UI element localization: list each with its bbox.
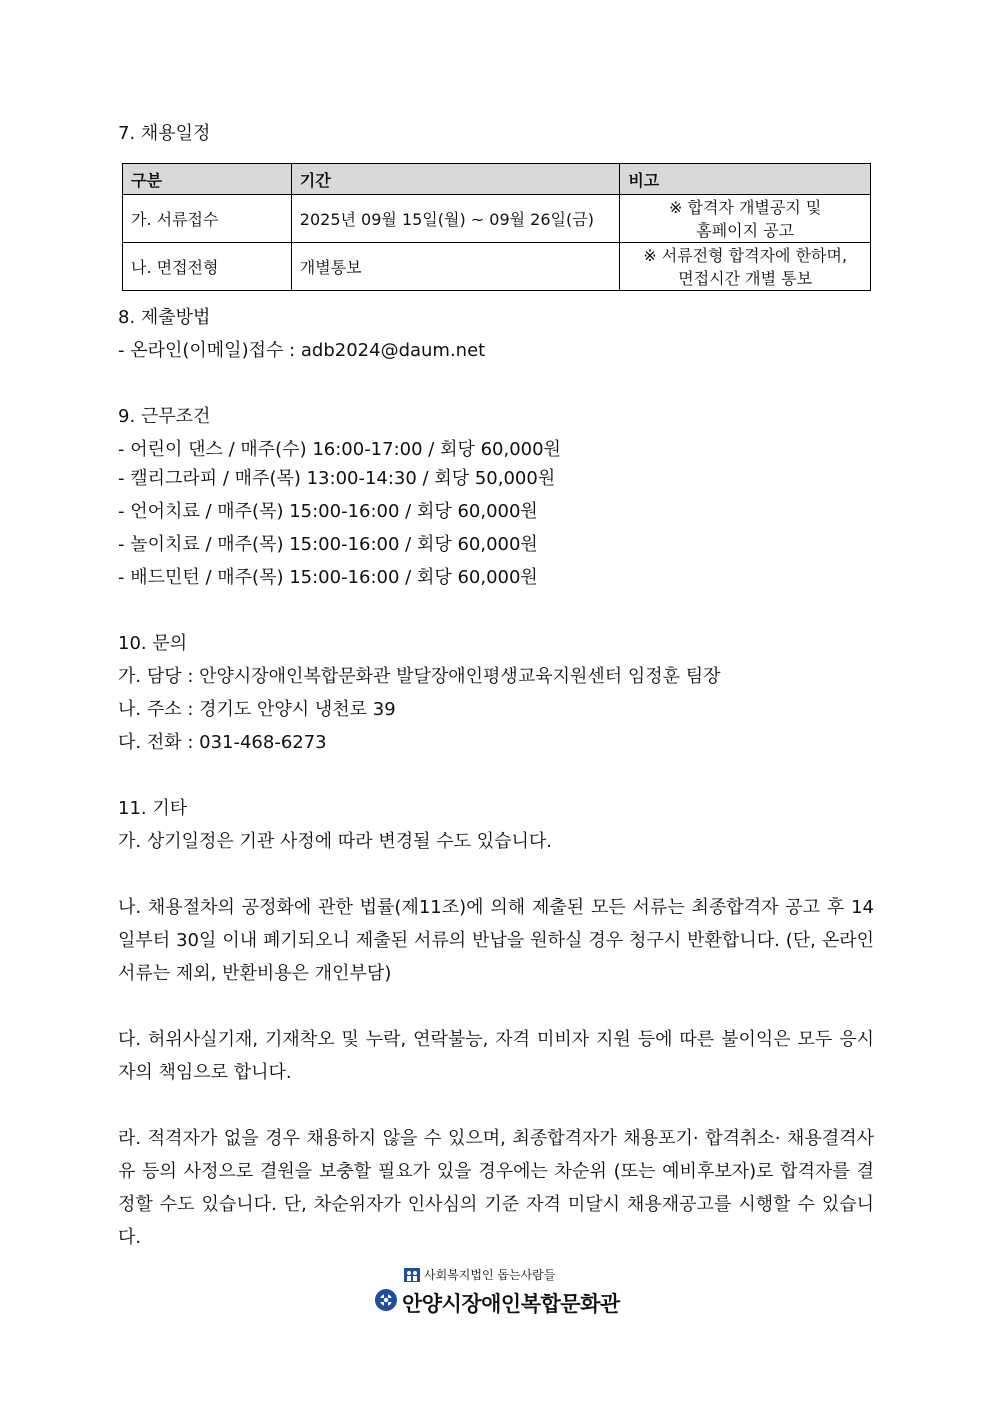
table-cell-note [620,195,871,243]
contact-line: 다. 전화 : 031-468-6273 [118,732,327,753]
table-cell-type: 가. 서류접수 [123,195,292,243]
table-cell-type: 나. 면접전형 [123,243,292,291]
work-line: - 캘리그라피 / 매주(목) 13:00-14:30 / 회당 50,000원 [118,468,556,489]
contact-heading: 10. 문의 [118,633,188,654]
table-cell-period: 개별통보 [291,243,620,291]
etc-item-a: 가. 상기일정은 기관 사정에 따라 변경될 수도 있습니다. [118,831,553,852]
contact-line: 가. 담당 : 안양시장애인복합문화관 발달장애인평생교육지원센터 임정훈 팀장 [118,666,721,687]
contact-line: 나. 주소 : 경기도 안양시 냉천로 39 [118,699,396,720]
work-line: - 배드민턴 / 매주(목) 15:00-16:00 / 회당 60,000원 [118,567,538,588]
organization-logo [372,1266,632,1318]
work-line: - 어린이 댄스 / 매주(수) 16:00-17:00 / 회당 60,000원 [118,439,561,460]
schedule-table [122,163,871,291]
submit-line: - 온라인(이메일)접수 : adb2024@daum.net [118,340,486,361]
table-header-cell: 구분 [123,164,292,195]
note-line: ※ 합격자 개별공지 및 [669,197,822,217]
logo-emblem-icon [374,1288,398,1312]
etc-item-b: 나. 채용절차의 공정화에 관한 법률(제11조)에 의해 제출된 모든 서류는 최종합격자 공고 후 14일부터 30일 이내 폐기되오니 제출된 서류의 반납을 원하실 경우 청구시 반환합니다. (단, 온라인 서류는 제외, 반환비용은 개인부담) [118,897,874,984]
table-row [123,195,871,243]
logo-title: 안양시장애인복합문화관 [402,1292,620,1316]
table-header-row [123,164,871,195]
etc-heading: 11. 기타 [118,798,188,819]
work-heading: 9. 근무조건 [118,406,211,427]
note-line: 홈페이지 공고 [696,220,795,240]
table-header-cell: 기간 [291,164,620,195]
logo-people-icon [404,1268,420,1282]
work-line: - 놀이치료 / 매주(목) 15:00-16:00 / 회당 60,000원 [118,534,538,555]
table-header-cell: 비고 [620,164,871,195]
etc-item-d: 라. 적격자가 없을 경우 채용하지 않을 수 있으며, 최종합격자가 채용포기· 합격취소· 채용결격사유 등의 사정으로 결원을 보충할 필요가 있을 경우에는 차순위 (또는 예비후보자)로 합격자를 결정할 수도 있습니다. 단, 차순위자가 인사심의 기준 자격 미달시 채용재공고를 시행할 수 있습니다. [118,1128,874,1248]
submit-heading: 8. 제출방법 [118,307,211,328]
table-cell-note [620,243,871,291]
note-line: ※ 서류전형 합격자에 한하며, [643,245,848,265]
schedule-heading: 7. 채용일정 [118,123,211,144]
note-line: 면접시간 개별 통보 [678,268,813,288]
logo-subtitle: 사회복지법인 돕는사람들 [424,1268,556,1282]
table-cell-period: 2025년 09월 15일(월) ~ 09월 26일(금) [291,195,620,243]
table-row [123,243,871,291]
work-line: - 언어치료 / 매주(목) 15:00-16:00 / 회당 60,000원 [118,501,538,522]
etc-item-c: 다. 허위사실기재, 기재착오 및 누락, 연락불능, 자격 미비자 지원 등에 따른 불이익은 모두 응시자의 책임으로 합니다. [118,1029,874,1083]
